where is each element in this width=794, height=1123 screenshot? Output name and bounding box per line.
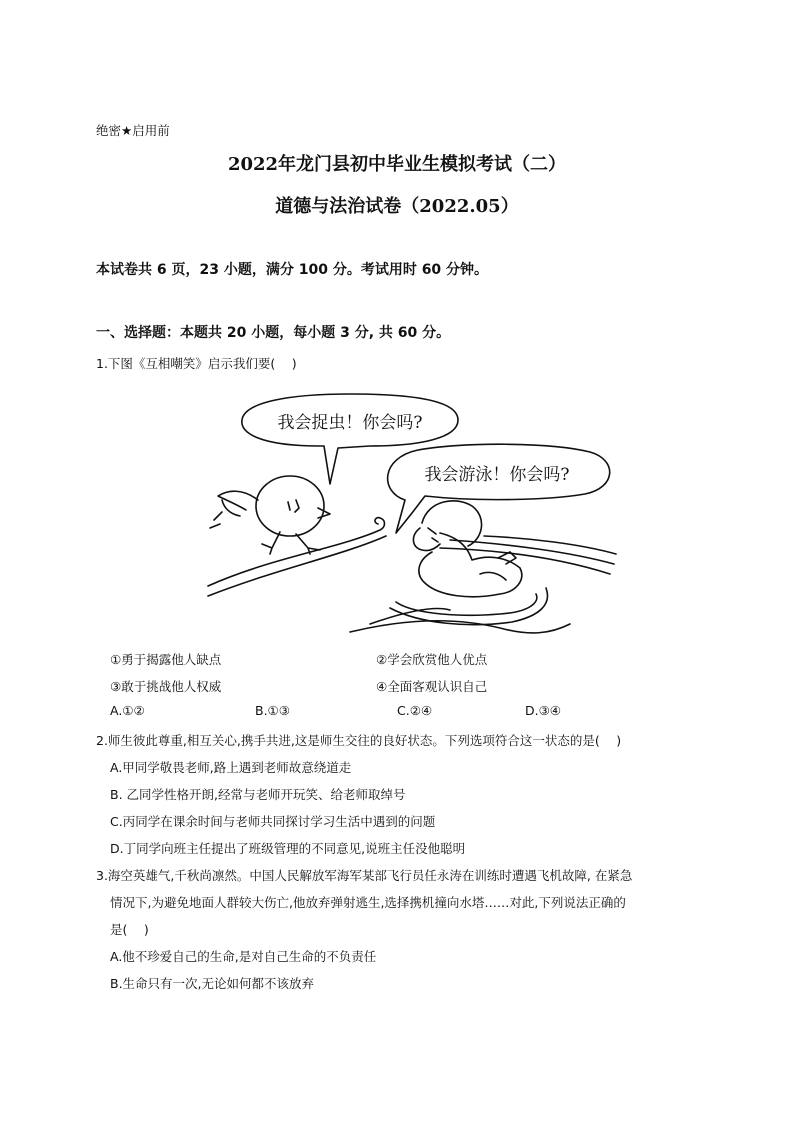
q3-option-a: A.他不珍爱自己的生命,是对自己生命的不负责任	[110, 949, 377, 964]
q1-statement-3: ③敢于挑战他人权威	[110, 679, 222, 694]
q3-option-b: B.生命只有一次,无论如何都不该放弃	[110, 976, 315, 991]
bubble-2-text: 我会游泳！你会吗?	[424, 465, 570, 485]
exam-subtitle: 道德与法治试卷（2022.05）	[275, 196, 519, 217]
bubble-1-text: 我会捉虫！你会吗?	[277, 413, 423, 433]
section-heading: 一、选择题：本题共 20 小题，每小题 3 分, 共 60 分。	[96, 325, 451, 341]
question-3-stem-line-2: 情况下,为避免地面人群较大伤亡,他放弃弹射逃生,选择携机撞向水塔……对此,下列说法正确的	[110, 895, 626, 910]
q1-choice-c: C.②④	[397, 703, 433, 718]
q1-choice-d: D.③④	[525, 703, 562, 718]
q1-statement-4: ④全面客观认识自己	[376, 679, 488, 694]
water-ripples	[350, 536, 616, 633]
confidential-label: 绝密★启用前	[96, 123, 170, 138]
ground-line	[208, 518, 385, 586]
chick-figure	[210, 476, 330, 554]
q2-option-c: C.丙同学在课余时间与老师共同探讨学习生活中遇到的问题	[110, 814, 436, 829]
q1-statement-1: ①勇于揭露他人缺点	[110, 652, 222, 667]
q2-option-b: B. 乙同学性格开朗,经常与老师开玩笑、给老师取绰号	[110, 787, 406, 802]
q1-choice-a: A.①②	[110, 703, 145, 718]
q2-option-d: D.丁同学向班主任提出了班级管理的不同意见,说班主任没他聪明	[110, 841, 466, 856]
question-3-stem-line-3: 是( )	[110, 922, 149, 937]
question-3-stem-line-1: 3.海空英雄气,千秋尚凛然。中国人民解放军海军某部飞行员任永涛在训练时遭遇飞机故障, 在紧急	[96, 868, 633, 883]
q1-choice-b: B.①③	[255, 703, 290, 718]
q1-statement-2: ②学会欣赏他人优点	[376, 652, 488, 667]
q2-option-a: A.甲同学敬畏老师,路上遇到老师故意绕道走	[110, 760, 352, 775]
exam-instructions: 本试卷共 6 页，23 小题，满分 100 分。考试用时 60 分钟。	[96, 262, 489, 278]
question-2-stem: 2.师生彼此尊重,相互关心,携手共进,这是师生交往的良好状态。下列选项符合这一状态的是( )	[96, 733, 622, 748]
speech-bubble-2	[388, 444, 610, 533]
exam-title: 2022年龙门县初中毕业生模拟考试（二）	[227, 154, 567, 175]
question-1-stem: 1.下图《互相嘲笑》启示我们要( )	[96, 356, 297, 371]
cartoon-illustration	[200, 388, 620, 643]
